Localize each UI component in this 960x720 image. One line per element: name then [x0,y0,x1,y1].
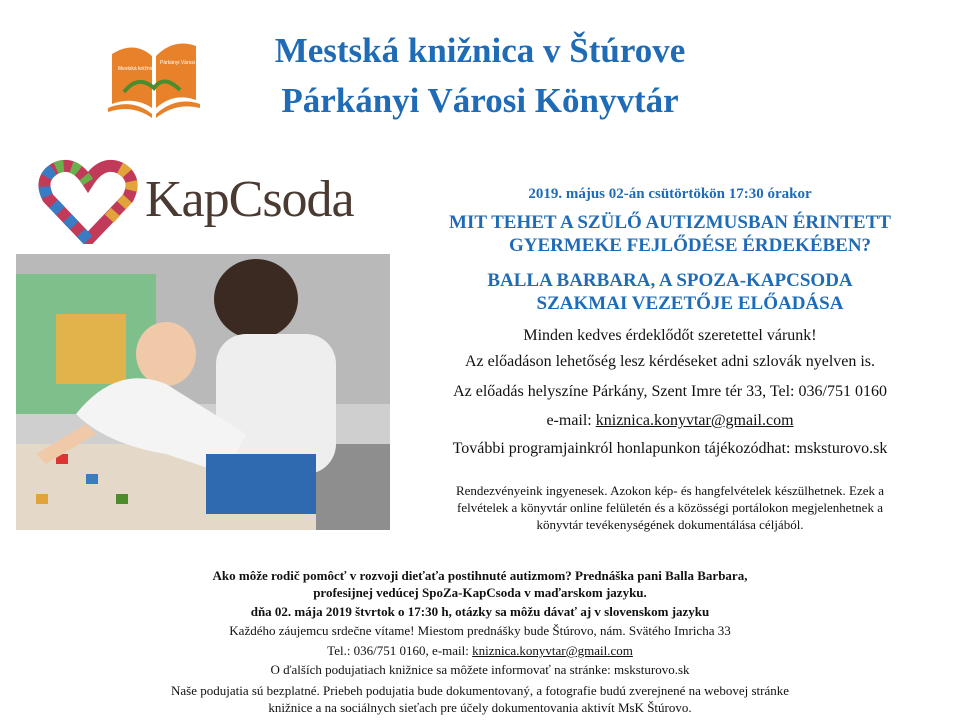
library-book-logo [104,34,204,120]
slovak-line7: Naše podujatia sú bezplatné. Priebeh podujatia bude dokumentovaný, a fotografie budú zverejnené na webovej stránke [170,683,789,698]
email-prefix: e-mail: [546,412,596,429]
questions-text: Az előadáson lehetőség lesz kérdéseket adni szlovák nyelven is. [464,353,876,370]
disclaimer-line2: felvételek a könyvtár online felületén és a közösségi portálokon megjelenhetnek a [457,500,883,515]
slovak-line8: knižnice a na sociálnych sieťach pre účely dokumentovania aktivít MsK Štúrovo. [268,700,692,715]
slovak-line1: Ako môže rodič pomôcť v rozvoji dieťaťa postihnuté autizmom? Prednáška pani Balla Barbara, [212,568,748,583]
title-hungarian: Párkányi Városi Könyvtár [281,81,679,120]
disclaimer-line1: Rendezvényeink ingyenesek. Azokon kép- és hangfelvételek készülhetnek. Ezek a [455,483,885,498]
father-child-photo [16,254,390,530]
svg-text:Mestská knižnica: Mestská knižnica [118,66,157,72]
slovak-tel: Tel.: 036/751 0160, e-mail: [327,643,473,658]
welcome-text: Minden kedves érdeklődőt szeretettel várunk! [523,327,817,344]
kapcsoda-wordmark: KapCsoda [145,171,354,228]
event-speaker-line1: BALLA BARBARA, A SPOZA-KAPCSODA [487,270,853,291]
email-line [400,412,940,430]
slovak-line6: O ďalších podujatiach knižnice sa môžete informovať na stránke: msksturovo.sk [270,662,690,677]
title-slovak: Mestská knižnica v Štúrove [274,31,686,70]
slovak-email-link[interactable]: kniznica.konyvtar@gmail.com [472,643,633,658]
event-topic-line2: GYERMEKE FEJLŐDÉSE ÉRDEKÉBEN? [508,235,872,256]
more-info-text: További programjainkról honlapunkon tájékozódhat: msksturovo.sk [452,440,888,457]
svg-text:Párkányi Városi: Párkányi Városi [160,60,196,66]
slovak-line2: profesijnej vedúcej SpoZa-KapCsoda v maďarskom jazyku. [313,585,647,600]
disclaimer-line3: könyvtár tevékenységének dokumentálása céljából. [536,517,804,532]
event-topic-line1: MIT TEHET A SZÜLŐ AUTIZMUSBAN ÉRINTETT [449,212,891,233]
event-date: 2019. május 02-án csütörtökön 17:30 órakor [528,186,812,202]
venue-text: Az előadás helyszíne Párkány, Szent Imre tér 33, Tel: 036/751 0160 [453,383,887,400]
slovak-line3: dňa 02. mája 2019 štvrtok o 17:30 h, otázky sa môžu dávať aj v slovenskom jazyku [250,604,710,619]
event-speaker-line2: SZAKMAI VEZETŐJE ELŐADÁSA [536,293,844,314]
slovak-line4: Každého záujemcu srdečne vítame! Miestom prednášky bude Štúrovo, nám. Svätého Imricha 33 [229,623,731,638]
slovak-contact-line [100,642,860,659]
email-link[interactable]: kniznica.konyvtar@gmail.com [595,412,794,429]
